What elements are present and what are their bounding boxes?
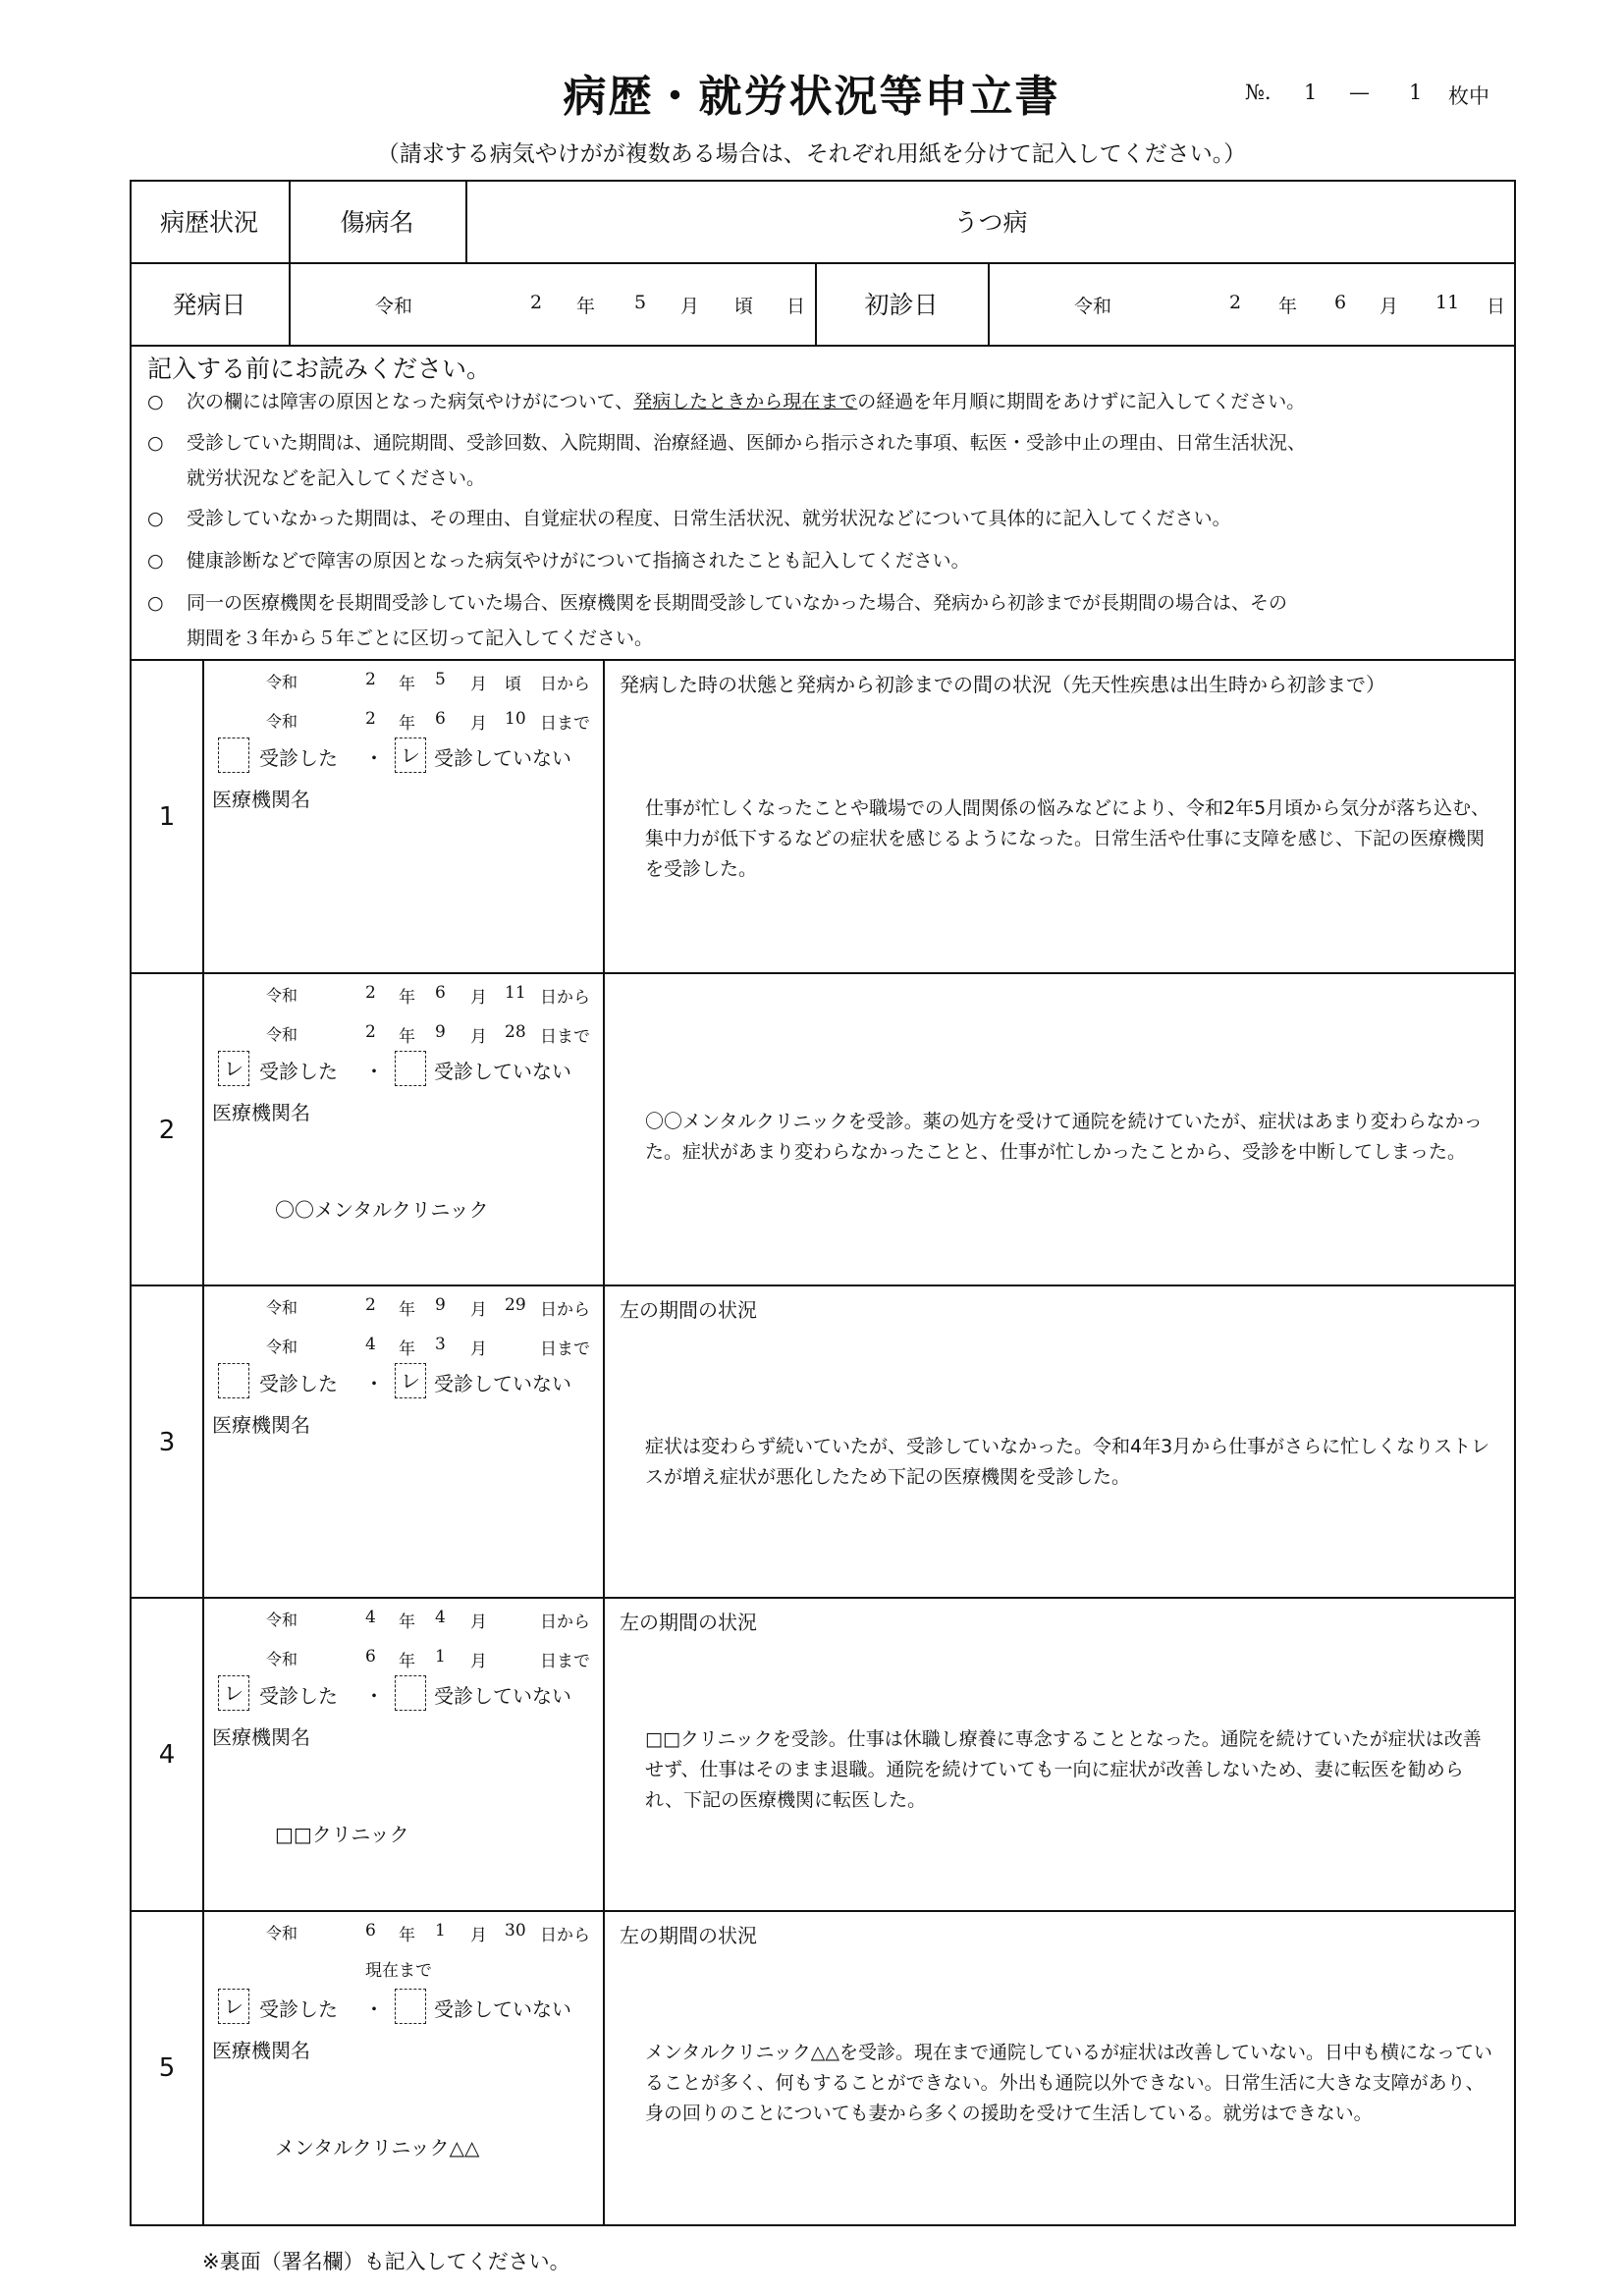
from-month-unit: 月 [470, 1926, 487, 1945]
period-description: 症状は変わらず続いていたが、受診していなかった。令和4年3月から仕事がさらに忙しくなりストレスが増え症状が悪化したため下記の医療機関を受診した。 [645, 1436, 1490, 1488]
period-heading: 発病した時の状態と発病から初診までの間の状況（先天性疾患は出生時から初診まで） [620, 673, 1385, 696]
onset-month: 5 [634, 292, 647, 313]
from-era: 令和 [266, 1924, 298, 1942]
onset-era: 令和 [375, 296, 413, 317]
first-visit-month: 6 [1334, 292, 1347, 313]
from-day-unit: 日から [540, 1613, 590, 1632]
note-3 [147, 501, 1502, 536]
from-month-unit: 月 [470, 1613, 487, 1632]
from-month: 4 [435, 1608, 446, 1627]
not-visited-checkbox[interactable]: レ [395, 738, 426, 773]
institution-label: 医療機関名 [212, 788, 310, 811]
from-year: 2 [365, 983, 376, 1003]
visited-label: 受診した [259, 1372, 338, 1395]
from-year: 2 [365, 670, 376, 689]
row-number: 4 [158, 1740, 176, 1770]
to-year: 2 [365, 709, 376, 729]
visited-checkbox[interactable] [218, 1363, 249, 1398]
onset-year-unit: 年 [576, 296, 596, 317]
note-2 [147, 425, 1502, 496]
separator-dot: ・ [364, 746, 384, 770]
footer-note: ※裏面（署名欄）も記入してください。 [202, 2250, 570, 2273]
rows-top-divider [130, 659, 1516, 661]
visited-label: 受診した [259, 746, 338, 770]
header-vline-4 [988, 262, 990, 345]
note-bullet: ○ [147, 432, 164, 454]
sheet-no-label: №. [1245, 81, 1271, 104]
disease-label: 傷病名 [340, 208, 414, 237]
note-5-line1: 同一の医療機関を長期間受診していた場合、医療機関を長期間受診していなかった場合、発病から初診までが長期間の場合は、その [187, 592, 1288, 614]
period-description: 仕事が忙しくなったことや職場での人間関係の悩みなどにより、令和2年5月頃から気分が落ち込む、集中力が低下するなどの症状を感じるようになった。日常生活や仕事に支障を感じ、下記の医療機関を受診した。 [645, 797, 1490, 880]
note-1 [147, 384, 1502, 419]
note-4 [147, 543, 1502, 578]
row-number: 3 [158, 1428, 176, 1457]
visited-checkbox[interactable]: レ [218, 1675, 249, 1711]
separator-dot: ・ [364, 1060, 384, 1083]
to-era: 令和 [266, 712, 298, 731]
institution-label: 医療機関名 [212, 1101, 310, 1124]
note-2-line2: 就労状況などを記入してください。 [187, 467, 486, 489]
not-visited-checkbox[interactable] [395, 1675, 426, 1711]
first-visit-year: 2 [1229, 292, 1242, 313]
note-1-a: 次の欄には障害の原因となった病気やけがについて、 [187, 391, 634, 412]
from-era: 令和 [266, 986, 298, 1005]
from-month: 5 [435, 670, 446, 689]
not-visited-label: 受診していない [434, 1684, 571, 1708]
note-bullet: ○ [147, 391, 164, 412]
first-visit-day: 11 [1435, 292, 1460, 313]
separator-dot: ・ [364, 1372, 384, 1395]
note-1-underlined: 発病したときから現在まで [633, 391, 858, 412]
first-visit-year-unit: 年 [1278, 296, 1298, 317]
institution-label: 医療機関名 [212, 2039, 310, 2062]
header-divider-2 [130, 345, 1516, 347]
onset-day-unit: 日 [786, 296, 806, 317]
to-current: 現在まで [365, 1961, 432, 1981]
institution-name: メンタルクリニック△△ [275, 2136, 480, 2159]
to-month: 9 [435, 1022, 446, 1042]
sheet-total: 1 [1409, 81, 1423, 104]
from-day-unit: 日から [540, 1926, 590, 1945]
from-day: 29 [505, 1295, 526, 1315]
sheet-suffix: 枚中 [1448, 84, 1489, 108]
from-year-unit: 年 [399, 1926, 415, 1945]
note-bullet: ○ [147, 550, 164, 572]
row-number: 1 [158, 802, 176, 832]
disease-name: うつ病 [953, 208, 1028, 237]
note-3-text: 受診していなかった期間は、その理由、自覚症状の程度、日常生活状況、就労状況などについて具体的に記入してください。 [187, 508, 1231, 529]
visited-checkbox[interactable]: レ [218, 1989, 249, 2024]
to-month-unit: 月 [470, 714, 487, 734]
not-visited-label: 受診していない [434, 1997, 571, 2021]
to-day-unit: 日まで [540, 714, 590, 734]
from-day-unit: 日から [540, 988, 590, 1008]
to-year: 6 [365, 1647, 376, 1667]
from-month: 1 [435, 1921, 446, 1941]
from-day: 11 [505, 983, 526, 1003]
from-day: 頃 [505, 675, 521, 694]
onset-day: 頃 [734, 296, 754, 317]
from-year-unit: 年 [399, 1300, 415, 1320]
row-divider [130, 1597, 1516, 1599]
from-month-unit: 月 [470, 1300, 487, 1320]
from-month-unit: 月 [470, 988, 487, 1008]
sheet-no: 1 [1304, 81, 1318, 104]
to-era: 令和 [266, 1338, 298, 1356]
row-divider [130, 972, 1516, 974]
period-description: 〇〇メンタルクリニックを受診。薬の処方を受けて通院を続けていたが、症状はあまり変わらなかった。症状があまり変わらなかったことと、仕事が忙しかったことから、受診を中断してしまった。 [645, 1111, 1483, 1163]
separator-dot: ・ [364, 1684, 384, 1708]
first-visit-label: 初診日 [864, 291, 939, 319]
note-bullet: ○ [147, 508, 164, 529]
from-year: 2 [365, 1295, 376, 1315]
not-visited-checkbox[interactable] [395, 1989, 426, 2024]
row-number: 5 [158, 2053, 176, 2083]
first-visit-day-unit: 日 [1487, 296, 1506, 317]
to-day-unit: 日まで [540, 1027, 590, 1047]
note-bullet: ○ [147, 592, 164, 614]
to-day-unit: 日まで [540, 1652, 590, 1671]
from-year-unit: 年 [399, 675, 415, 694]
visited-checkbox[interactable]: レ [218, 1051, 249, 1086]
to-month-unit: 月 [470, 1027, 487, 1047]
to-year: 2 [365, 1022, 376, 1042]
not-visited-label: 受診していない [434, 1060, 571, 1083]
from-year-unit: 年 [399, 988, 415, 1008]
to-era: 令和 [266, 1025, 298, 1044]
onset-label: 発病日 [172, 291, 246, 319]
institution-label: 医療機関名 [212, 1725, 310, 1749]
to-month: 6 [435, 709, 446, 729]
not-visited-label: 受診していない [434, 746, 571, 770]
period-description: メンタルクリニック△△を受診。現在まで通院しているが症状は改善していない。日中も横になっていることが多く、何もすることができない。外出も通院以外できない。日常生活に大きな支障があり、身の回りのことについても妻から多くの援助を受けて生活している。就労はできない。 [645, 2042, 1492, 2124]
row-divider [130, 1285, 1516, 1286]
not-visited-checkbox[interactable]: レ [395, 1363, 426, 1398]
to-month: 1 [435, 1647, 446, 1667]
row-number: 2 [158, 1116, 176, 1145]
to-month-unit: 月 [470, 1339, 487, 1359]
visited-checkbox[interactable] [218, 738, 249, 773]
to-day: 10 [505, 709, 526, 729]
visited-label: 受診した [259, 1684, 338, 1708]
from-year: 4 [365, 1608, 376, 1627]
to-year-unit: 年 [399, 1027, 415, 1047]
row-divider [130, 1910, 1516, 1912]
from-day-unit: 日から [540, 1300, 590, 1320]
visited-label: 受診した [259, 1060, 338, 1083]
first-visit-era: 令和 [1074, 296, 1112, 317]
rows-vline-mid [603, 659, 605, 2226]
history-label: 病歴状況 [159, 208, 258, 237]
page-title: 病歴・就労状況等申立書 [563, 72, 1060, 122]
to-year-unit: 年 [399, 1652, 415, 1671]
period-description: □□クリニックを受診。仕事は休職し療養に専念することとなった。通院を続けていたが症状は改善せず、仕事はそのまま退職。通院を続けていても一向に症状が改善しないため、妻に転医を勧められ、下記の医療機関に転医した。 [645, 1728, 1482, 1811]
to-month-unit: 月 [470, 1652, 487, 1671]
subtitle: （請求する病気やけがが複数ある場合は、それぞれ用紙を分けて記入してください。） [376, 141, 1247, 167]
visited-label: 受診した [259, 1997, 338, 2021]
to-day-unit: 日まで [540, 1339, 590, 1359]
separator-dot: ・ [364, 1997, 384, 2021]
note-4-text: 健康診断などで障害の原因となった病気やけがについて指摘されたことも記入してください。 [187, 550, 970, 572]
from-month: 9 [435, 1295, 446, 1315]
to-year-unit: 年 [399, 1339, 415, 1359]
period-heading: 左の期間の状況 [620, 1924, 757, 1947]
sheet-dash: — [1349, 81, 1370, 104]
to-year-unit: 年 [399, 714, 415, 734]
onset-year: 2 [530, 292, 543, 313]
from-day-unit: 日から [540, 675, 590, 694]
institution-label: 医療機関名 [212, 1413, 310, 1437]
from-era: 令和 [266, 1611, 298, 1629]
notes-heading: 記入する前にお読みください。 [147, 355, 492, 383]
not-visited-checkbox[interactable] [395, 1051, 426, 1086]
note-5 [147, 585, 1502, 656]
from-year: 6 [365, 1921, 376, 1941]
not-visited-label: 受診していない [434, 1372, 571, 1395]
note-5-line2: 期間を３年から５年ごとに区切って記入してください。 [187, 628, 654, 649]
from-year-unit: 年 [399, 1613, 415, 1632]
from-day: 30 [505, 1921, 526, 1941]
to-day: 28 [505, 1022, 526, 1042]
onset-month-unit: 月 [680, 296, 700, 317]
from-era: 令和 [266, 673, 298, 691]
from-month-unit: 月 [470, 675, 487, 694]
from-era: 令和 [266, 1298, 298, 1317]
institution-name: □□クリニック [275, 1823, 409, 1846]
note-2-line1: 受診していた期間は、通院期間、受診回数、入院期間、治療経過、医師から指示された事項、転医・受診中止の理由、日常生活状況、 [187, 432, 1307, 454]
from-month: 6 [435, 983, 446, 1003]
to-year: 4 [365, 1335, 376, 1354]
institution-name: 〇〇メンタルクリニック [275, 1198, 489, 1222]
to-month: 3 [435, 1335, 446, 1354]
period-heading: 左の期間の状況 [620, 1298, 757, 1322]
to-era: 令和 [266, 1650, 298, 1668]
period-heading: 左の期間の状況 [620, 1611, 757, 1634]
first-visit-month-unit: 月 [1380, 296, 1399, 317]
note-1-b: の経過を年月順に期間をあけずに記入してください。 [857, 391, 1306, 412]
